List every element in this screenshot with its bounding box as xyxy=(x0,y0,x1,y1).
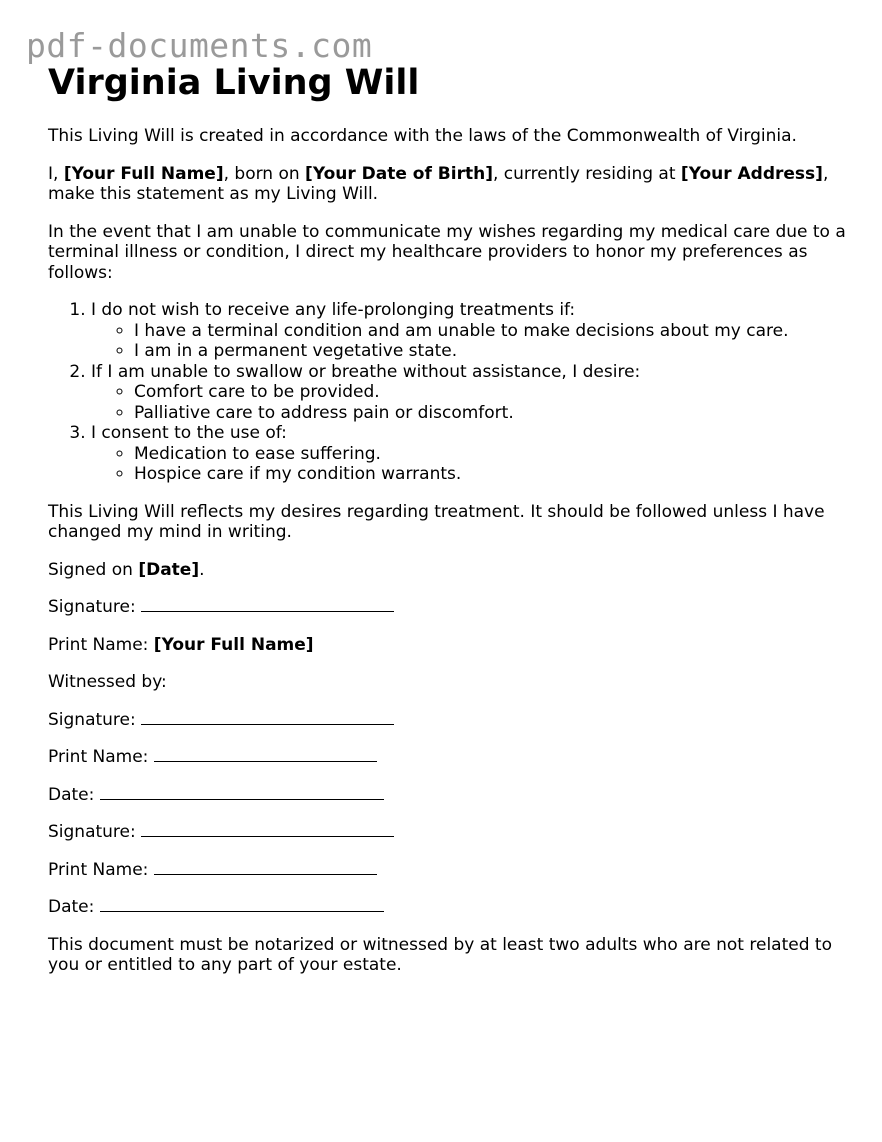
signature-label: Signature: xyxy=(48,822,136,842)
print-name-blank[interactable] xyxy=(154,747,377,762)
list-item xyxy=(91,300,848,362)
declaration-residing: , currently residing at xyxy=(492,163,681,184)
date-blank[interactable] xyxy=(100,897,384,912)
date-label: Date: xyxy=(48,897,95,917)
date-blank[interactable] xyxy=(100,785,384,800)
watermark-logo: pdf-documents.com xyxy=(26,26,373,65)
witness-1-signature-line xyxy=(48,710,848,731)
sub-list-item: ◦ Palliative care to address pain or discomfort. xyxy=(134,403,848,424)
sub-list-item: ◦ I have a terminal condition and am unable to make decisions about my care. xyxy=(134,321,848,342)
sub-list-item: ◦ Comfort care to be provided. xyxy=(134,382,848,403)
signature-blank[interactable] xyxy=(141,822,394,837)
list-item-text: I consent to the use of: xyxy=(91,423,287,443)
sub-list-item: ◦ Hospice care if my condition warrants. xyxy=(134,464,848,485)
full-name-placeholder: [Your Full Name] xyxy=(63,163,224,184)
dob-placeholder: [Your Date of Birth] xyxy=(305,163,493,184)
print-name-blank[interactable] xyxy=(154,860,377,875)
document-title: Virginia Living Will xyxy=(48,63,420,103)
sub-list-item: ◦ Medication to ease suffering. xyxy=(134,444,848,465)
sub-list-item: ◦ I am in a permanent vegetative state. xyxy=(134,341,848,362)
signed-on-line xyxy=(48,560,848,581)
print-name-label: Print Name: xyxy=(48,634,149,655)
witness-2-print-name-line xyxy=(48,860,848,881)
witness-1-date-line xyxy=(48,785,848,806)
list-item-text: If I am unable to swallow or breathe without assistance, I desire: xyxy=(91,361,641,382)
signature-blank[interactable] xyxy=(141,597,394,612)
date-label: Date: xyxy=(48,784,95,805)
witness-1-print-name-line xyxy=(48,747,848,768)
witnessed-by-label: Witnessed by: xyxy=(48,672,167,692)
print-name-label: Print Name: xyxy=(48,747,149,767)
signed-on-suffix: . xyxy=(199,559,205,580)
declarant-print-name-line xyxy=(48,635,848,656)
sub-list xyxy=(91,444,848,485)
declaration-prefix: I, xyxy=(48,163,64,184)
preferences-list xyxy=(48,300,848,485)
signature-label: Signature: xyxy=(48,709,136,730)
address-placeholder: [Your Address] xyxy=(680,163,823,184)
signed-on-prefix: Signed on xyxy=(48,559,139,580)
print-name-value: [Your Full Name] xyxy=(153,634,314,655)
list-item-text: I do not wish to receive any life-prolonging treatments if: xyxy=(91,300,576,320)
print-name-label: Print Name: xyxy=(48,859,149,880)
event-paragraph: In the event that I am unable to communicate my wishes regarding my medical care due to a terminal illness or condition, I direct my healthcare providers to honor my preferences as follows: xyxy=(48,221,846,283)
declaration-suffix: , make this statement as my Living Will. xyxy=(48,163,829,204)
document-body xyxy=(48,62,848,993)
sub-list xyxy=(91,321,848,362)
signature-blank[interactable] xyxy=(141,710,394,725)
declaration-paragraph xyxy=(48,164,848,205)
reflects-paragraph: This Living Will reflects my desires regarding treatment. It should be followed unless I have changed my mind in writing. xyxy=(48,501,825,542)
declarant-signature-line xyxy=(48,597,848,618)
intro-paragraph: This Living Will is created in accordance with the laws of the Commonwealth of Virginia. xyxy=(48,126,797,146)
footer-note: This document must be notarized or witnessed by at least two adults who are not related to you or entitled to any part of your estate. xyxy=(48,934,832,975)
declaration-born-on: , born on xyxy=(223,163,306,184)
list-item xyxy=(91,362,848,424)
witness-2-signature-line xyxy=(48,822,848,843)
date-placeholder: [Date] xyxy=(138,559,200,580)
list-item xyxy=(91,423,848,485)
sub-list xyxy=(91,382,848,423)
signature-label: Signature: xyxy=(48,597,136,617)
witness-2-date-line xyxy=(48,897,848,918)
